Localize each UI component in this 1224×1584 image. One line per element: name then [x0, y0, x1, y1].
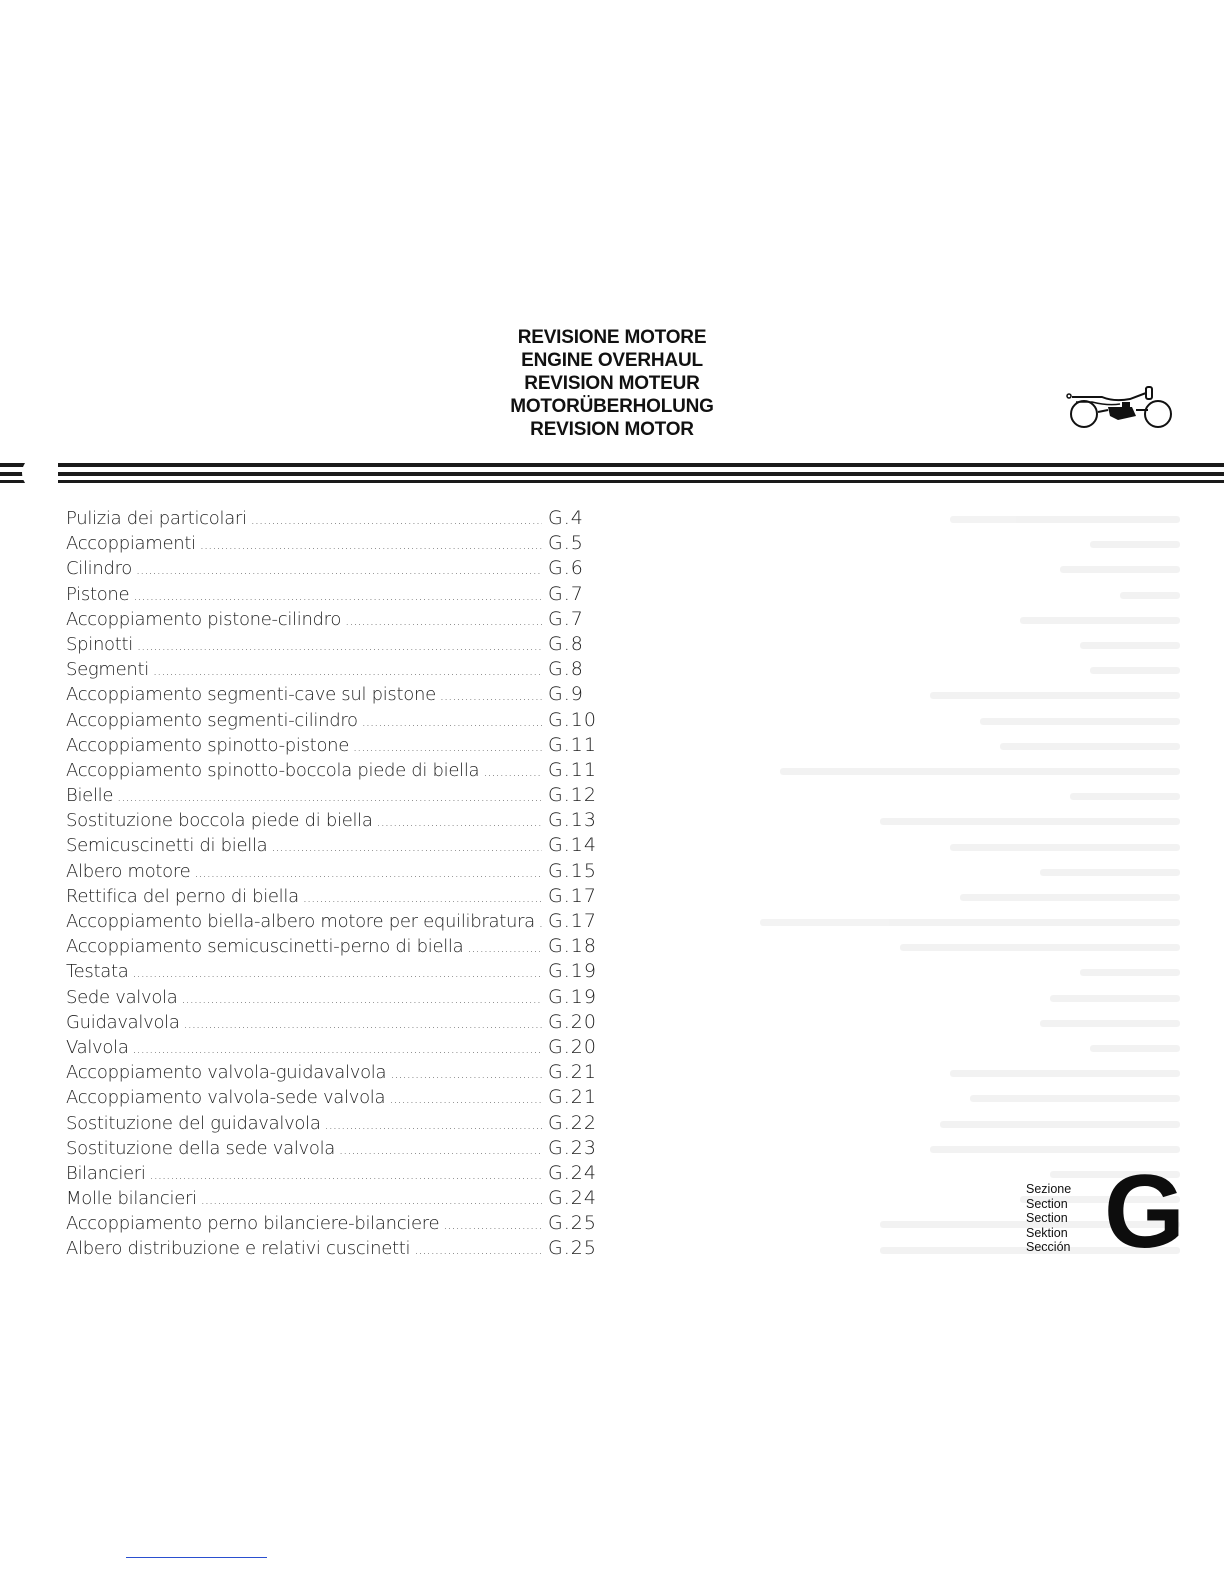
- toc-entry[interactable]: [66, 834, 606, 859]
- toc-entry[interactable]: [66, 1086, 606, 1111]
- toc-entry-label: Accoppiamento spinotto-pistone: [66, 734, 350, 756]
- rule-notch: [22, 455, 58, 491]
- bleed-through-row: [640, 608, 1180, 633]
- bleed-through-row: [640, 1187, 1180, 1212]
- bleed-through-bar: [960, 894, 1180, 901]
- bleed-through-row: [640, 683, 1180, 708]
- toc-entry-label: Accoppiamento spinotto-boccola piede di biella: [66, 759, 480, 781]
- toc-entry-label: Pistone: [66, 583, 130, 605]
- toc-entry[interactable]: [66, 532, 606, 557]
- toc-entry-label: Accoppiamento semicuscinetti-perno di biella: [66, 936, 464, 958]
- bleed-through-bar: [1090, 541, 1180, 548]
- toc-entry[interactable]: [66, 1162, 606, 1187]
- bleed-through-row: [640, 885, 1180, 910]
- bleed-through-bar: [950, 844, 1180, 851]
- toc-entry-label: Sostituzione del guidavalvola: [66, 1112, 321, 1134]
- bleed-through-bar: [880, 818, 1180, 825]
- bleed-through-row: [640, 532, 1180, 557]
- bleed-through-bar: [780, 768, 1180, 775]
- bleed-through-bar: [900, 944, 1180, 951]
- toc-entry[interactable]: [66, 986, 606, 1011]
- toc-entry-label: Accoppiamenti: [66, 533, 196, 555]
- toc-leader-dots: [362, 715, 542, 730]
- toc-leader-dots: [539, 916, 542, 931]
- toc-entry[interactable]: [66, 1237, 606, 1262]
- bleed-through-bar: [1050, 995, 1180, 1002]
- toc-entry-page: G.10: [548, 708, 597, 731]
- chapter-titles: [0, 326, 1224, 441]
- header-rule-bottom: [0, 480, 1224, 483]
- title-en: ENGINE OVERHAUL: [521, 350, 703, 371]
- bleed-through-bar: [950, 516, 1180, 523]
- toc-entry-label: Albero motore: [66, 860, 191, 882]
- toc-entry-label: Accoppiamento segmenti-cilindro: [66, 709, 358, 731]
- toc-entry-page: G.12: [548, 784, 597, 807]
- toc-leader-dots: [389, 1092, 542, 1107]
- toc-entry[interactable]: [66, 1061, 606, 1086]
- title-es: REVISION MOTOR: [530, 419, 694, 440]
- toc-entry-label: Accoppiamento segmenti-cave sul pistone: [66, 684, 436, 706]
- toc-entry[interactable]: [66, 1036, 606, 1061]
- toc-entry-page: G.7: [548, 607, 584, 630]
- toc-entry-label: Pulizia dei particolari: [66, 508, 247, 529]
- toc-entry[interactable]: [66, 935, 606, 960]
- toc-entry[interactable]: [66, 960, 606, 985]
- toc-entry[interactable]: [66, 507, 606, 532]
- bleed-through-row: [640, 1011, 1180, 1036]
- toc-entry-page: G.23: [548, 1136, 597, 1159]
- toc-leader-dots: [184, 1017, 542, 1032]
- toc-leader-dots: [377, 815, 542, 830]
- toc-leader-dots: [325, 1118, 542, 1133]
- toc-entry-page: G.8: [548, 658, 584, 681]
- toc-entry[interactable]: [66, 860, 606, 885]
- motorcycle-icon: [1062, 380, 1182, 436]
- toc-entry-page: G.24: [548, 1187, 597, 1210]
- section-label-de: Sektion: [1026, 1225, 1068, 1240]
- bleed-through-row: [640, 809, 1180, 834]
- toc-entry[interactable]: [66, 809, 606, 834]
- bleed-through-bar: [760, 919, 1180, 926]
- toc-entry-page: G.15: [548, 859, 597, 882]
- bleed-through-bar: [950, 1070, 1180, 1077]
- toc-entry-page: G.17: [548, 910, 597, 932]
- toc-entry[interactable]: [66, 734, 606, 759]
- toc-entry-page: G.19: [548, 985, 597, 1008]
- toc-entry-page: G.11: [548, 758, 597, 781]
- bleed-through-bar: [1080, 969, 1180, 976]
- toc-leader-dots: [132, 966, 542, 981]
- toc-entry-label: Semicuscinetti di biella: [66, 835, 268, 857]
- header-rule-top: [0, 463, 1224, 467]
- toc-leader-dots: [150, 1168, 542, 1183]
- toc-entry-label: Accoppiamento valvola-guidavalvola: [66, 1062, 387, 1084]
- bleed-through-row: [640, 658, 1180, 683]
- toc-leader-dots: [133, 1042, 542, 1057]
- toc-leader-dots: [353, 740, 542, 755]
- toc-entry-page: G.20: [548, 1035, 597, 1058]
- toc-entry-label: Sostituzione boccola piede di biella: [66, 810, 373, 832]
- toc-entry[interactable]: [66, 784, 606, 809]
- toc-entry-page: G.5: [548, 532, 584, 555]
- section-label-fr: Section: [1026, 1211, 1068, 1226]
- bleed-through-bar: [1060, 566, 1180, 573]
- bleed-through-row: [640, 583, 1180, 608]
- toc-entry[interactable]: [66, 658, 606, 683]
- toc-entry[interactable]: [66, 557, 606, 582]
- toc-entry[interactable]: [66, 1011, 606, 1036]
- toc-entry[interactable]: [66, 1112, 606, 1137]
- toc-entry-page: G.24: [548, 1161, 597, 1184]
- bleed-through-row: [640, 1112, 1180, 1137]
- toc-leader-dots: [133, 589, 542, 604]
- toc-entry-page: G.19: [548, 960, 597, 983]
- bleed-through-row: [640, 557, 1180, 582]
- toc-entry-page: G.21: [548, 1061, 597, 1084]
- toc-entry[interactable]: [66, 759, 606, 784]
- toc-entry-page: G.13: [548, 809, 597, 832]
- toc-leader-dots: [390, 1067, 542, 1082]
- toc-leader-dots: [201, 1193, 542, 1208]
- bleed-through-bar: [1000, 743, 1180, 750]
- bleed-through-row: [640, 1061, 1180, 1086]
- toc-entry-label: Albero distribuzione e relativi cuscinetti: [66, 1238, 411, 1260]
- bleed-through-bar: [930, 692, 1180, 699]
- title-de: MOTORÜBERHOLUNG: [510, 396, 714, 417]
- bleed-through-row: [640, 1086, 1180, 1111]
- bleed-through-row: [640, 784, 1180, 809]
- toc-entry-page: G.11: [548, 733, 597, 756]
- toc-entry[interactable]: [66, 1212, 606, 1237]
- toc-entry-label: Sede valvola: [66, 986, 178, 1008]
- bleed-through-bar: [1040, 1020, 1180, 1027]
- toc-entry-page: G.18: [548, 935, 597, 958]
- toc-leader-dots: [345, 614, 542, 629]
- bleed-through-row: [640, 734, 1180, 759]
- toc-entry-label: Spinotti: [66, 633, 133, 655]
- toc-entry-page: G.25: [548, 1212, 597, 1235]
- section-label-es: Sección: [1026, 1240, 1071, 1255]
- toc-leader-dots: [483, 765, 542, 780]
- toc-entry-page: G.4: [548, 507, 584, 529]
- toc-leader-dots: [271, 840, 542, 855]
- toc-entry-page: G.9: [548, 683, 584, 706]
- toc-leader-dots: [251, 513, 542, 528]
- toc-leader-dots: [194, 866, 542, 881]
- section-label-block: [1026, 1182, 1071, 1255]
- bleed-through-row: [640, 1162, 1180, 1187]
- bleed-through-bar: [1080, 642, 1180, 649]
- toc-leader-dots: [117, 790, 542, 805]
- header-rule-middle: [0, 472, 1224, 476]
- toc-entry-label: Guidavalvola: [66, 1011, 180, 1033]
- toc-entry[interactable]: [66, 885, 606, 910]
- toc-entry[interactable]: [66, 683, 606, 708]
- bleed-through-row: [640, 759, 1180, 784]
- bleed-through-bar: [1120, 592, 1180, 599]
- toc-entry-label: Rettifica del perno di biella: [66, 885, 299, 907]
- toc-entry-label: Molle bilancieri: [66, 1188, 197, 1210]
- toc-leader-dots: [136, 563, 542, 578]
- bleed-through-row: [640, 986, 1180, 1011]
- bleed-through-row: [640, 1212, 1180, 1237]
- bleed-through-row: [640, 633, 1180, 658]
- section-letter: G: [1104, 1154, 1185, 1270]
- toc-entry-label: Accoppiamento pistone-cilindro: [66, 608, 342, 630]
- toc-entry[interactable]: [66, 583, 606, 608]
- toc-entry[interactable]: [66, 1187, 606, 1212]
- toc-leader-dots: [467, 941, 542, 956]
- toc-entry[interactable]: [66, 608, 606, 633]
- bleed-through-bar: [980, 718, 1180, 725]
- bleed-through-row: [640, 1137, 1180, 1162]
- toc-leader-dots: [414, 1243, 542, 1258]
- bleed-through-bar: [970, 1095, 1180, 1102]
- toc-entry-page: G.22: [548, 1111, 597, 1134]
- bleed-through-row: [640, 860, 1180, 885]
- toc-entry-label: Accoppiamento biella-albero motore per equilibratura: [66, 911, 535, 932]
- toc-entry-page: G.8: [548, 632, 584, 655]
- toc-leader-dots: [440, 689, 542, 704]
- bleed-through-row: [640, 1237, 1180, 1262]
- toc-leader-dots: [339, 1143, 542, 1158]
- bleed-through-row: [640, 935, 1180, 960]
- bleed-through-row: [640, 960, 1180, 985]
- toc-entry-page: G.6: [548, 557, 584, 580]
- bleed-through-row: [640, 709, 1180, 734]
- bleed-through-text: [640, 507, 1180, 1263]
- section-label-it: Sezione: [1026, 1182, 1072, 1196]
- toc-leader-dots: [303, 891, 542, 906]
- section-label-en: Section: [1026, 1196, 1068, 1211]
- bleed-through-bar: [1090, 667, 1180, 674]
- table-of-contents: [66, 507, 606, 1263]
- toc-entry-label: Valvola: [66, 1036, 129, 1058]
- toc-entry[interactable]: [66, 1137, 606, 1162]
- toc-leader-dots: [153, 664, 542, 679]
- toc-entry-page: G.25: [548, 1237, 597, 1260]
- bleed-through-bar: [1070, 793, 1180, 800]
- bleed-through-bar: [1090, 1045, 1180, 1052]
- bleed-through-row: [640, 834, 1180, 859]
- toc-entry[interactable]: [66, 910, 606, 935]
- toc-entry-label: Bilancieri: [66, 1162, 146, 1184]
- title-it: REVISIONE MOTORE: [517, 327, 707, 348]
- toc-entry[interactable]: [66, 709, 606, 734]
- toc-entry-page: G.14: [548, 834, 597, 857]
- toc-entry-label: Segmenti: [66, 659, 149, 681]
- toc-entry-page: G.7: [548, 582, 584, 605]
- toc-leader-dots: [200, 538, 542, 553]
- bleed-through-row: [640, 1036, 1180, 1061]
- toc-leader-dots: [182, 992, 542, 1007]
- bleed-through-bar: [1020, 617, 1180, 624]
- footer-link-underline: [126, 1557, 267, 1558]
- toc-entry-page: G.17: [548, 884, 597, 907]
- bleed-through-bar: [1040, 869, 1180, 876]
- bleed-through-bar: [940, 1121, 1180, 1128]
- toc-entry-label: Accoppiamento perno bilanciere-bilanciere: [66, 1213, 440, 1235]
- toc-entry-label: Cilindro: [66, 558, 133, 580]
- toc-entry-label: Bielle: [66, 785, 114, 807]
- bleed-through-bar: [930, 1146, 1180, 1153]
- bleed-through-row: [640, 507, 1180, 532]
- toc-entry-label: Testata: [66, 961, 129, 983]
- title-fr: REVISION MOTEUR: [524, 373, 700, 394]
- toc-entry-label: Accoppiamento valvola-sede valvola: [66, 1087, 386, 1109]
- toc-entry[interactable]: [66, 633, 606, 658]
- toc-entry-page: G.21: [548, 1086, 597, 1109]
- toc-entry-page: G.20: [548, 1010, 597, 1033]
- bleed-through-row: [640, 910, 1180, 935]
- toc-leader-dots: [443, 1218, 542, 1233]
- toc-leader-dots: [137, 639, 542, 654]
- toc-entry-label: Sostituzione della sede valvola: [66, 1137, 336, 1159]
